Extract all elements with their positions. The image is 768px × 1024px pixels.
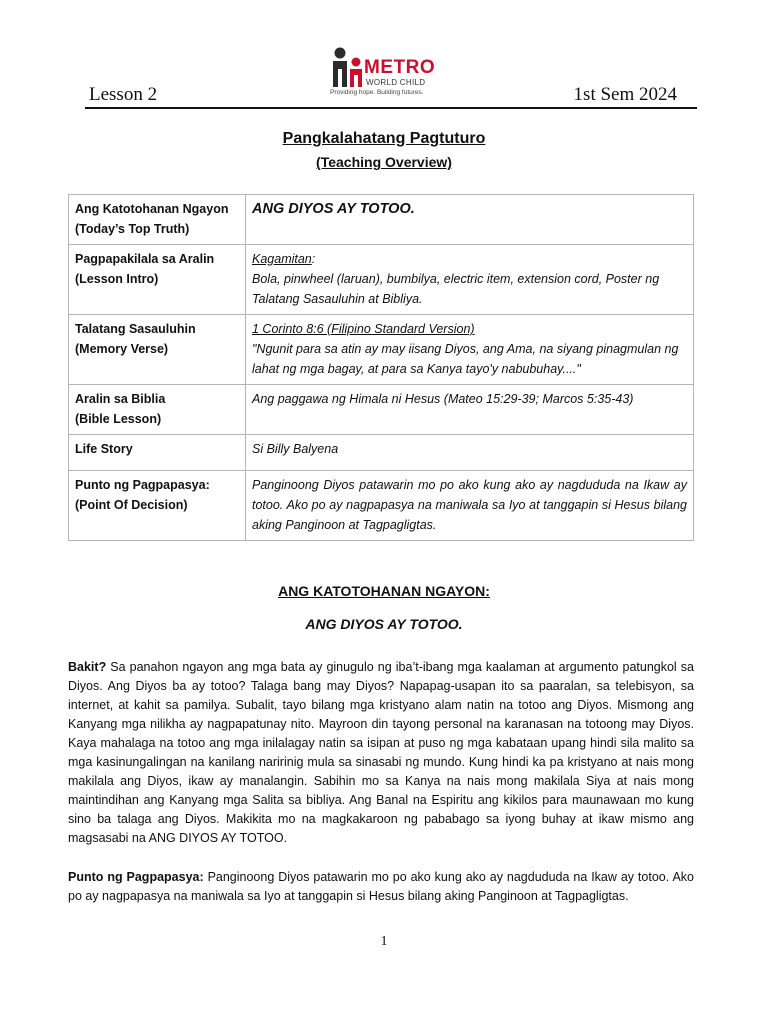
logo-tagline: Providing hope. Building futures. [330,89,424,96]
row-label-tl: Ang Katotohanan Ngayon [75,202,229,216]
paragraph-label: Bakit? [68,660,107,674]
logo-brand-text: METRO [364,57,436,78]
page-header [85,44,697,108]
row-value [246,315,694,385]
row-label-tl: Punto ng Pagpapasya: [75,478,210,492]
paragraph-text: Sa panahon ngayon ang mga bata ay ginugulo ng iba’t-ibang mga kaalaman at argumento patungkol sa Diyos. Ang Diyos ba ay totoo? Talaga bang may Diyos? Napapag-usapan ito sa paaralan, sa telebisyon, sa internet, at kahit sa pamilya. Subalit, tayo bilang mga kristyano alam natin na totoo ang Diyos. Mismong ang Kanyang mga nilikha ay nagpapatunay nito. Mayroon din tayong personal na karanasan na totoong may Diyos. Kaya mahalaga na totoo ang mga inilalagay natin sa isipan at puso ng mga kabataan upang hindi sila malito sa mga kasinungalingan na kanilang naririnig mula sa sinasabi ng mundo. Kung hindi ka pa kristyano at nais mong makilala ang Diyos, ikaw ay manalangin. Sabihin mo sa Kanya na nais mong makilala Siya at nais mong maintindihan ang Kanyang mga Salita sa bibliya. Ang Banal na Espiritu ang kikilos para maunawaan mo kung sino ba talaga ang Diyos. Makikita mo na magkakaroon ng pababago sa iyong buhay at ikaw mismo ang magsasabi na ANG DIYOS AY TOTOO. [68,660,694,845]
row-value: Ang paggawa ng Himala ni Hesus (Mateo 15:29-39; Marcos 5:35-43) [246,385,694,435]
row-label-tl: Pagpapakilala sa Aralin [75,252,215,266]
table-row [69,315,694,385]
materials-heading: Kagamitan: [252,252,316,266]
row-label-en: (Bible Lesson) [75,412,162,426]
page-subtitle: (Teaching Overview) [316,154,452,170]
paragraph-bakit [68,658,694,848]
top-truth-value: ANG DIYOS AY TOTOO. [252,201,415,217]
table-row [69,385,694,435]
row-label [69,471,246,541]
logo-subbrand-text: WORLD CHILD [366,78,426,87]
section-heading: ANG KATOTOHANAN NGAYON: [278,583,490,599]
row-label-en: (Memory Verse) [75,342,169,356]
page-number: 1 [380,934,388,949]
page-title: Pangkalahatang Pagtuturo [282,130,486,147]
table-row [69,245,694,315]
row-label-tl: Talatang Sasauluhin [75,322,196,336]
logo-figures-icon [330,46,366,90]
row-label-en: (Point Of Decision) [75,498,188,512]
header-divider [85,107,697,109]
materials-list: Bola, pinwheel (laruan), bumbilya, electric item, extension cord, Poster ng Talatang Sasauluhin at Bibliya. [252,272,660,306]
verse-reference: 1 Corinto 8:6 (Filipino Standard Version) [252,322,475,336]
verse-text: "Ngunit para sa atin ay may iisang Diyos, ang Ama, na siyang pinagmulan ng lahat ng mga bagay, at para sa Kanya tayo'y nabubuhay...." [252,342,679,376]
row-label-tl: Aralin sa Biblia [75,392,166,406]
paragraph-text: Panginoong Diyos patawarin mo po ako kung ako ay nagdududa na Ikaw ay totoo. Ako po ay nagpapasya na maniwala sa Iyo at tanggapin si Hesus bilang aking Panginoon at Tagpagligtas. [68,870,694,903]
row-value [246,245,694,315]
row-label [69,435,246,471]
metro-world-child-logo [330,44,460,106]
row-label-tl: Life Story [75,442,133,456]
teaching-overview-table [68,194,694,541]
semester-label: 1st Sem 2024 [573,84,677,105]
row-label [69,245,246,315]
row-label [69,315,246,385]
section-subheading: ANG DIYOS AY TOTOO. [305,616,463,632]
row-label-en: (Today’s Top Truth) [75,222,190,236]
row-value [246,195,694,245]
row-value: Si Billy Balyena [246,435,694,471]
table-row [69,435,694,471]
table-row [69,471,694,541]
paragraph-label: Punto ng Pagpapasya: [68,870,204,884]
row-label-en: (Lesson Intro) [75,272,159,286]
paragraph-decision [68,868,694,906]
lesson-label: Lesson 2 [89,84,158,105]
row-label [69,195,246,245]
row-value: Panginoong Diyos patawarin mo po ako kung ako ay nagdududa na Ikaw ay totoo. Ako po ay nagpapasya na maniwala sa Iyo at tanggapin si Hesus bilang aking Panginoon at Tagpagligtas. [246,471,694,541]
row-label [69,385,246,435]
table-row [69,195,694,245]
